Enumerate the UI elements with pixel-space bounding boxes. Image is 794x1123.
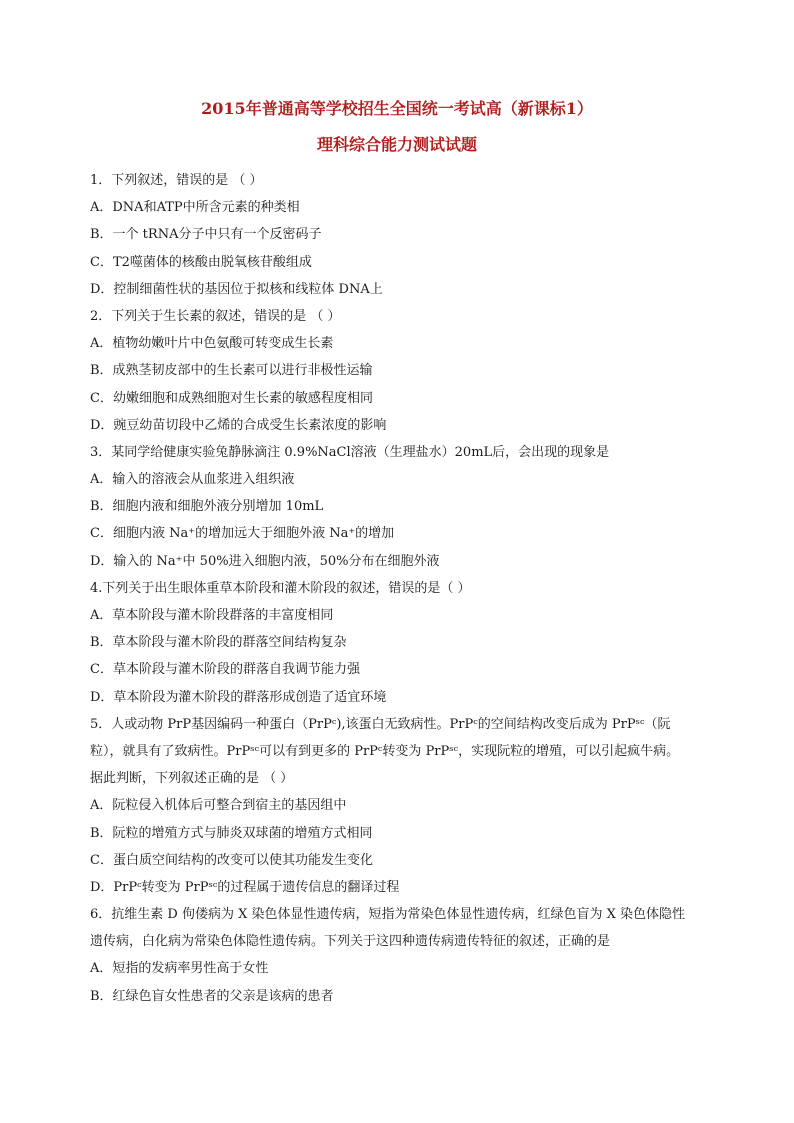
question-5-option-b: B．阮粒的增殖方式与肺炎双球菌的增殖方式相同 bbox=[90, 825, 373, 841]
question-2-option-b: B．成熟茎韧皮部中的生长素可以进行非极性运输 bbox=[90, 363, 373, 379]
question-6-option-b: B．红绿色盲女性患者的父亲是该病的患者 bbox=[90, 988, 334, 1004]
question-4-option-a: A．草本阶段与灌木阶段群落的丰富度相同 bbox=[90, 608, 334, 623]
question-4-stem: 4.下列关于出生眼体重草本阶段和灌木阶段的叙述，错误的是（ ） bbox=[90, 580, 471, 596]
question-2-option-a: A．植物幼嫩叶片中色氨酸可转变成生长素 bbox=[90, 336, 334, 352]
question-1-option-c: C．T2噬菌体的核酸由脱氧核苷酸组成 bbox=[90, 254, 312, 270]
question-5-stem-line-3: 据此判断，下列叙述正确的是 （ ） bbox=[90, 771, 294, 787]
question-2-option-d: D．豌豆幼苗切段中乙烯的合成受生长素浓度的影响 bbox=[90, 417, 387, 433]
question-6-option-a: A．短指的发病率男性高于女性 bbox=[90, 961, 269, 977]
question-4-option-d: D．草本阶段为灌木阶段的群落形成创造了适宜环境 bbox=[90, 689, 387, 705]
question-3-option-d: D．输入的 Na⁺中 50%进入细胞内液，50%分布在细胞外液 bbox=[90, 553, 440, 569]
question-5-option-d: D．PrPᶜ转变为 PrPˢᶜ的过程属于遗传信息的翻译过程 bbox=[90, 879, 400, 895]
question-6-stem-line-2: 遗传病，白化病为常染色体隐性遗传病。下列关于这四种遗传病遗传特征的叙述，正确的是 bbox=[90, 934, 611, 950]
question-1-option-a: A．DNA和ATP中所含元素的种类相 bbox=[90, 200, 300, 216]
question-6-stem-line-1: 6．抗维生素 D 佝偻病为 X 染色体显性遗传病，短指为常染色体显性遗传病，红绿色盲为 X 染色体隐性 bbox=[90, 907, 685, 923]
question-1-option-b: B．一个 tRNA分子中只有一个反密码子 bbox=[90, 227, 322, 243]
question-4-option-b: B．草本阶段与灌木阶段的群落空间结构复杂 bbox=[90, 635, 347, 651]
question-2-stem: 2．下列关于生长素的叙述，错误的是 （ ） bbox=[90, 308, 341, 324]
question-5-stem-line-1: 5．人或动物 PrP基因编码一种蛋白（PrPᶜ),该蛋白无致病性。PrPᶜ的空间结构改变后成为 PrPˢᶜ（阮 bbox=[90, 716, 671, 732]
page-title: 2015年普通高等学校招生全国统一考试高（新课标1） bbox=[201, 99, 593, 118]
question-2-option-c: C．幼嫩细胞和成熟细胞对生长素的敏感程度相同 bbox=[90, 390, 373, 406]
question-1-stem: 1．下列叙述，错误的是 （ ） bbox=[90, 173, 263, 188]
page-subtitle: 理科综合能力测试试题 bbox=[316, 135, 477, 154]
question-5-option-a: A．阮粒侵入机体后可整合到宿主的基因组中 bbox=[90, 798, 347, 814]
question-3-stem: 3．某同学给健康实验兔静脉滴注 0.9%NaCl溶液（生理盐水）20mL后，会出现的现象是 bbox=[90, 444, 610, 460]
question-4-option-c: C．草本阶段与灌木阶段的群落自我调节能力强 bbox=[90, 662, 360, 678]
question-list bbox=[90, 167, 710, 1010]
question-3-option-b: B．细胞内液和细胞外液分别增加 10mL bbox=[90, 499, 324, 515]
question-3-option-a: A．输入的溶液会从血浆进入组织液 bbox=[90, 472, 295, 488]
question-5-option-c: C．蛋白质空间结构的改变可以使其功能发生变化 bbox=[90, 852, 373, 868]
question-3-option-c: C．细胞内液 Na⁺的增加远大于细胞外液 Na⁺的增加 bbox=[90, 526, 395, 542]
question-5-stem-line-2: 粒），就具有了致病性。PrPˢᶜ可以有到更多的 PrPᶜ转变为 PrPˢᶜ，实现阮粒的增殖，可以引起疯牛病。 bbox=[90, 743, 680, 759]
question-1-option-d: D．控制细菌性状的基因位于拟核和线粒体 DNA上 bbox=[90, 281, 383, 297]
